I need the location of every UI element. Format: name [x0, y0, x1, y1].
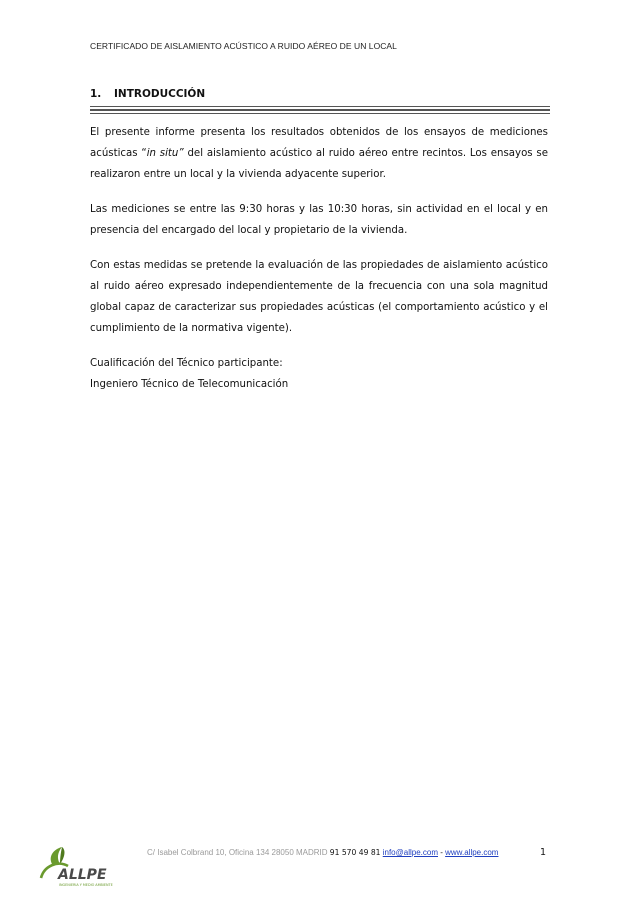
section-heading: [90, 88, 205, 100]
footer-address: C/ Isabel Colbrand 10, Oficina 134 28050 MADRID: [147, 848, 330, 857]
section-number: 1.: [90, 88, 102, 100]
footer-phone: 91 570 49 81: [329, 848, 381, 857]
email-link[interactable]: info@allpe.com: [382, 848, 438, 857]
paragraph-intro-rest: del aislamiento acústico al ruido aéreo entre recintos. Los ensayos se realizaron entre un local y la vivienda adyacente superior.: [90, 148, 548, 180]
document-header: CERTIFICADO DE AISLAMIENTO ACÚSTICO A RUIDO AÉREO DE UN LOCAL: [90, 41, 397, 51]
section-title: INTRODUCCIÓN: [114, 88, 206, 100]
qualification-value: Ingeniero Técnico de Telecomunicación: [90, 379, 289, 390]
footer-separator: -: [438, 848, 446, 857]
page-footer: [0, 820, 638, 890]
svg-text:INGENIERIA Y MEDIO AMBIENTE: INGENIERIA Y MEDIO AMBIENTE: [59, 883, 113, 887]
paragraph-purpose: Con estas medidas se pretende la evaluación de las propiedades de aislamiento acústico al ruido aéreo expresado independientemente de la frecuencia con una sola magnitud global capaz de caracterizar sus propiedades acústicas (el comportamiento acústico y el cumplimiento de la normativa vigente).: [90, 260, 548, 334]
paragraph-intro: [90, 122, 548, 185]
document-body: [90, 122, 548, 395]
heading-rule-bottom: [90, 113, 550, 114]
page-number: 1: [540, 847, 547, 858]
allpe-logo: [38, 844, 132, 890]
in-situ-term: in situ”: [146, 148, 184, 159]
qualification-label: Cualificación del Técnico participante:: [90, 358, 283, 369]
footer-contact: [147, 848, 498, 857]
open-quote: “: [141, 148, 147, 159]
website-link[interactable]: www.allpe.com: [445, 848, 499, 857]
paragraph-intro-start: El presente informe presenta los resultados obtenidos de los ensayos de mediciones acústicas: [90, 127, 548, 159]
paragraph-measurements: Las mediciones se entre las 9:30 horas y las 10:30 horas, sin actividad en el local y en presencia del encargado del local y propietario de la vivienda.: [90, 204, 548, 236]
svg-text:ALLPE: ALLPE: [58, 867, 107, 883]
heading-rule-middle: [90, 109, 550, 111]
heading-rule-top: [90, 106, 550, 107]
